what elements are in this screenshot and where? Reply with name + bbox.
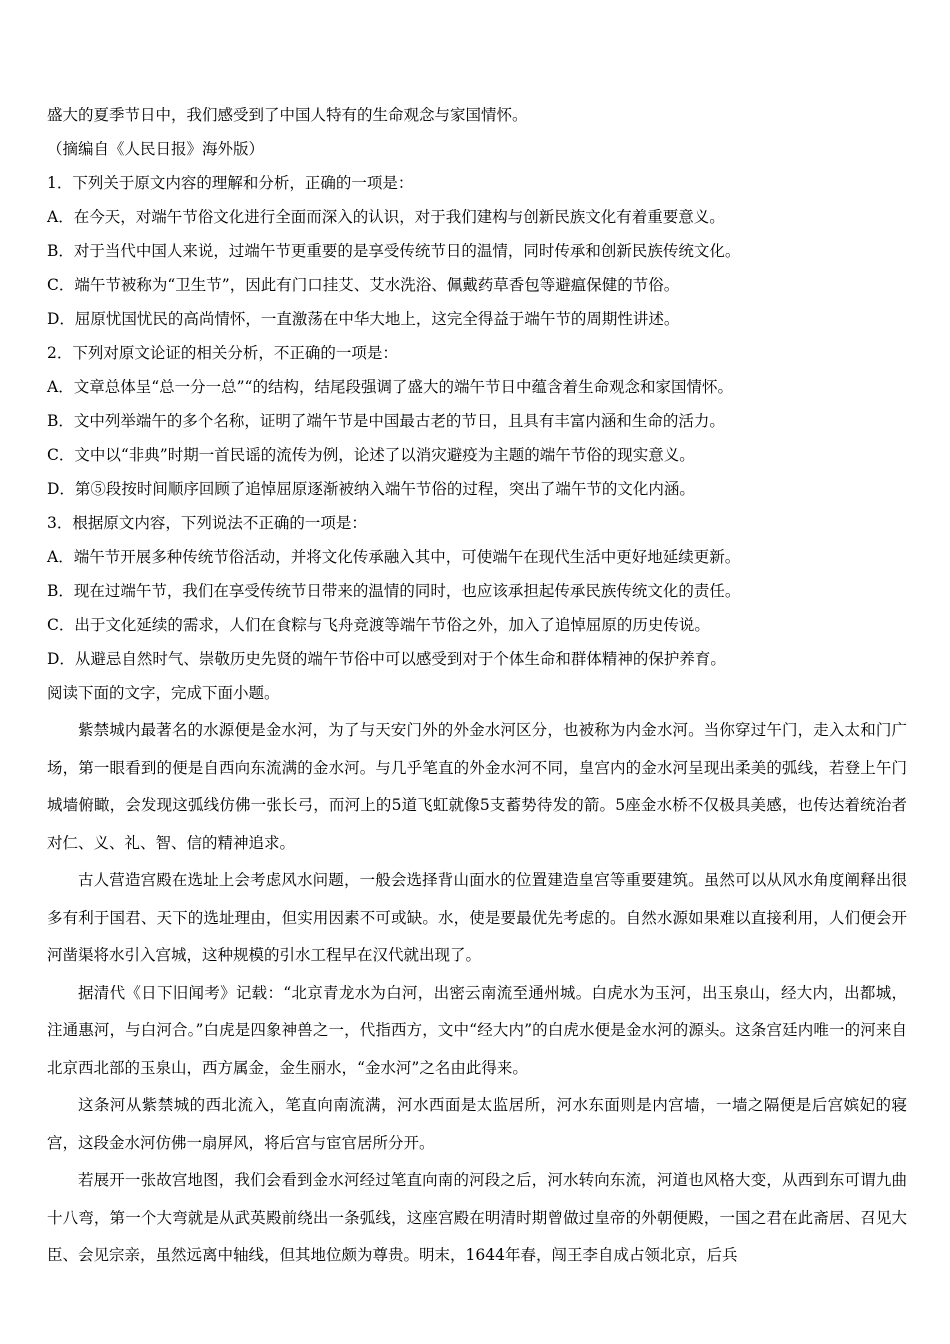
question-option: B．文中列举端午的多个名称，证明了端午节是中国最古老的节日，且具有丰富内涵和生命的活力。 [47, 412, 725, 430]
question-1 [47, 166, 907, 336]
question-option: D．从避忌自然时气、崇敬历史先贤的端午节俗中可以感受到对于个体生命和群体精神的保护养育。 [47, 650, 726, 668]
document-page [47, 98, 907, 1275]
intro-closing-line: 盛大的夏季节日中，我们感受到了中国人特有的生命观念与家国情怀。 [47, 106, 528, 124]
question-option: A．文章总体呈“总一分一总”“的结构，结尾段强调了盛大的端午节日中蕴含着生命观念和家国情怀。 [47, 378, 733, 396]
question-option: C．端午节被称为“卫生节”，因此有门口挂艾、艾水洗浴、佩戴药草香包等避瘟保健的节俗。 [47, 276, 680, 294]
question-option: B．现在过端午节，我们在享受传统节日带来的温情的同时，也应该承担起传承民族传统文化的责任。 [47, 582, 741, 600]
reading-passage [47, 712, 907, 1275]
question-2 [47, 336, 907, 506]
question-option: B．对于当代中国人来说，过端午节更重要的是享受传统节日的温情，同时传承和创新民族传统文化。 [47, 242, 741, 260]
question-stem: 3．根据原文内容，下列说法不正确的一项是： [47, 514, 367, 532]
question-option: A．在今天，对端午节俗文化进行全面而深入的认识，对于我们建构与创新民族文化有着重要意义。 [47, 208, 725, 226]
question-option: D．第⑤段按时间顺序回顾了追悼屈原逐渐被纳入端午节俗的过程，突出了端午节的文化内涵。 [47, 480, 695, 498]
question-option: C．出于文化延续的需求，人们在食粽与飞舟竞渡等端午节俗之外，加入了追悼屈原的历史传说。 [47, 616, 710, 634]
question-option: A．端午节开展多种传统节俗活动，并将文化传承融入其中，可使端午在现代生活中更好地延续更新。 [47, 548, 741, 566]
question-option: C．文中以“非典”时期一首民谣的流传为例，论述了以消灾避疫为主题的端午节俗的现实意义。 [47, 446, 695, 464]
question-stem: 2．下列对原文论证的相关分析，不正确的一项是： [47, 344, 398, 362]
question-stem: 1．下列关于原文内容的理解和分析，正确的一项是： [47, 174, 414, 192]
passage-paragraph: 这条河从紫禁城的西北流入，笔直向南流满，河水西面是太监居所，河水东面则是内宫墙，一墙之隔便是后宫嫔妃的寝宫，这段金水河仿佛一扇屏风，将后宫与宦官居所分开。 [47, 1096, 907, 1152]
passage-paragraph: 据清代《日下旧闻考》记载：“北京青龙水为白河，出密云南流至通州城。白虎水为玉河，出玉泉山，经大内，出都城，注通惠河，与白河合。”白虎是四象神兽之一，代指西方，文中“经大内”的白虎水便是金水河的源头。这条宫廷内唯一的河来自北京西北部的玉泉山，西方属金，金生丽水，“金水河”之名由此得来。 [47, 983, 907, 1077]
question-option: D．屈原忧国忧民的高尚情怀，一直激荡在中华大地上，这完全得益于端午节的周期性讲述。 [47, 310, 680, 328]
passage-paragraph: 紫禁城内最著名的水源便是金水河，为了与天安门外的外金水河区分，也被称为内金水河。当你穿过午门，走入太和门广场，第一眼看到的便是自西向东流满的金水河。与几乎笔直的外金水河不同，皇宫内的金水河呈现出柔美的弧线，若登上午门城墙俯瞰，会发现这弧线仿佛一张长弓，而河上的5道飞虹就像5支蓄势待发的箭。5座金水桥不仅极具美感，也传达着统治者对仁、义、礼、智、信的精神追求。 [47, 721, 907, 852]
reading-instruction: 阅读下面的文字，完成下面小题。 [47, 684, 280, 702]
passage-paragraph: 古人营造宫殿在选址上会考虑风水问题，一般会选择背山面水的位置建造皇宫等重要建筑。虽然可以从风水角度阐释出很多有利于国君、天下的选址理由，但实用因素不可或缺。水，使是要最优先考虑的。自然水源如果难以直接利用，人们便会开河凿渠将水引入宫城，这种规模的引水工程早在汉代就出现了。 [47, 871, 907, 964]
passage-paragraph: 若展开一张故宫地图，我们会看到金水河经过笔直向南的河段之后，河水转向东流，河道也风格大变，从西到东可谓九曲十八弯，第一个大弯就是从武英殿前绕出一条弧线，这座宫殿在明清时期曾做过皇帝的外朝便殿，一国之君在此斋居、召见大臣、会见宗亲，虽然远离中轴线，但其地位颇为尊贵。明末，1644年春，闯王李自成占领北京，后兵 [47, 1171, 907, 1264]
source-citation: （摘编自《人民日报》海外版） [47, 140, 265, 158]
question-3 [47, 506, 907, 676]
